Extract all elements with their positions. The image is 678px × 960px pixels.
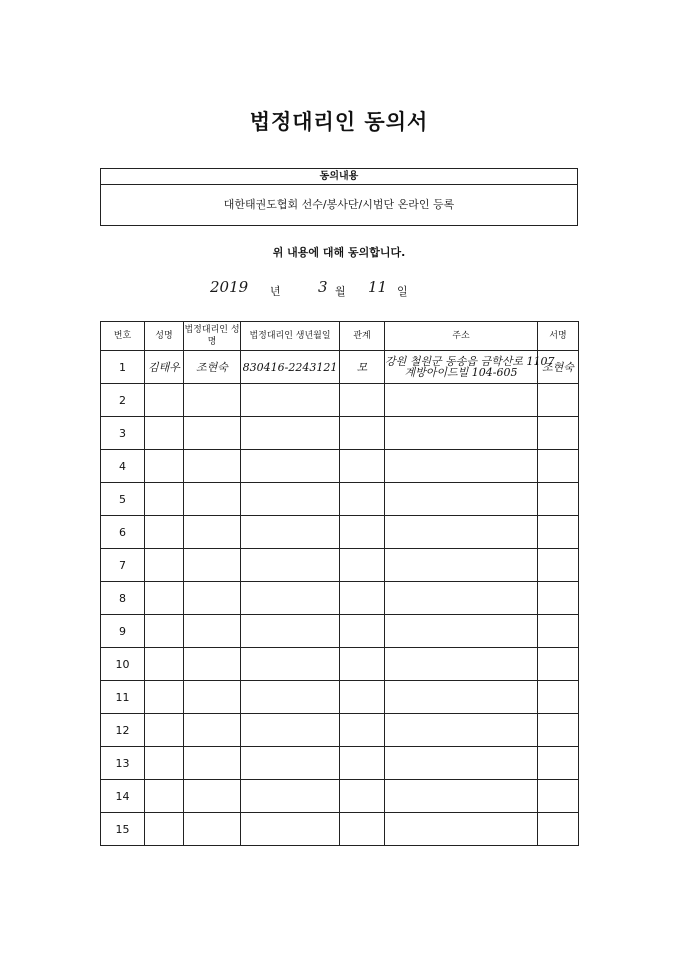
row-guardian-dob [241, 450, 340, 483]
row-address [385, 384, 538, 417]
row-signature [538, 450, 579, 483]
row-address [385, 813, 538, 846]
table-row [101, 648, 579, 681]
row-name [145, 516, 184, 549]
date-month-label: 월 [335, 285, 346, 298]
row-relation [340, 384, 385, 417]
row-number: 11 [101, 681, 145, 714]
row-relation [340, 780, 385, 813]
date-day: 11 [368, 278, 388, 296]
row-guardian-name: 조현숙 [184, 351, 241, 384]
row-name: 김태우 [145, 351, 184, 384]
date-row [0, 278, 678, 302]
date-day-label: 일 [397, 285, 408, 298]
row-relation [340, 450, 385, 483]
row-guardian-dob [241, 417, 340, 450]
row-relation [340, 813, 385, 846]
row-signature [538, 582, 579, 615]
row-relation [340, 681, 385, 714]
row-guardian-name [184, 516, 241, 549]
table-row [101, 747, 579, 780]
row-name [145, 549, 184, 582]
row-name [145, 780, 184, 813]
row-signature [538, 483, 579, 516]
row-guardian-name [184, 582, 241, 615]
table-row [101, 780, 579, 813]
row-address [385, 351, 555, 384]
row-signature [538, 615, 579, 648]
agreement-statement: 위 내용에 대해 동의합니다. [272, 246, 406, 259]
row-name [145, 417, 184, 450]
header-name: 성명 [145, 322, 184, 351]
table-row [101, 483, 579, 516]
guardian-table [100, 321, 579, 846]
row-guardian-dob [241, 516, 340, 549]
consent-box [100, 168, 578, 226]
table-row [101, 582, 579, 615]
row-signature [538, 549, 579, 582]
row-address [385, 681, 538, 714]
row-relation [340, 615, 385, 648]
row-address [385, 417, 538, 450]
row-address [385, 747, 538, 780]
table-row [101, 516, 579, 549]
row-signature: 조현숙 [538, 351, 579, 384]
row-guardian-dob [241, 549, 340, 582]
row-guardian-dob [241, 582, 340, 615]
row-number: 7 [101, 549, 145, 582]
row-guardian-name [184, 615, 241, 648]
row-signature [538, 648, 579, 681]
row-address [385, 450, 538, 483]
row-relation [340, 483, 385, 516]
table-row [101, 615, 579, 648]
row-guardian-name [184, 450, 241, 483]
table-row [101, 813, 579, 846]
row-name [145, 747, 184, 780]
table-row [101, 681, 579, 714]
row-relation [340, 714, 385, 747]
row-guardian-name [184, 813, 241, 846]
row-relation [340, 582, 385, 615]
row-number: 9 [101, 615, 145, 648]
row-guardian-name [184, 714, 241, 747]
header-relation: 관계 [340, 322, 385, 351]
row-address [385, 549, 538, 582]
row-number: 1 [101, 351, 145, 384]
row-guardian-name [184, 780, 241, 813]
row-number: 12 [101, 714, 145, 747]
row-name [145, 615, 184, 648]
row-guardian-name [184, 681, 241, 714]
table-row [101, 714, 579, 747]
header-guardian-dob: 법정대리인 생년월일 [241, 322, 340, 351]
row-name [145, 384, 184, 417]
table-row [101, 417, 579, 450]
header-number: 번호 [101, 322, 145, 351]
date-year: 2019 [210, 278, 249, 296]
table-row [101, 450, 579, 483]
header-guardian-name: 법정대리인 성명 [184, 322, 241, 351]
row-name [145, 450, 184, 483]
row-relation: 모 [340, 351, 385, 384]
row-guardian-name [184, 384, 241, 417]
row-address [385, 780, 538, 813]
row-guardian-name [184, 648, 241, 681]
table-row [101, 384, 579, 417]
row-number: 3 [101, 417, 145, 450]
row-address-line1: 강원 철원군 동송읍 금학산로 1107 [385, 355, 555, 368]
row-relation [340, 516, 385, 549]
row-signature [538, 384, 579, 417]
row-address [385, 648, 538, 681]
row-guardian-dob [241, 681, 340, 714]
row-relation [340, 747, 385, 780]
row-number: 14 [101, 780, 145, 813]
row-number: 4 [101, 450, 145, 483]
row-number: 15 [101, 813, 145, 846]
page-title: 법정대리인 동의서 [249, 110, 429, 134]
row-guardian-dob [241, 714, 340, 747]
row-guardian-dob [241, 780, 340, 813]
row-address [385, 516, 538, 549]
row-number: 10 [101, 648, 145, 681]
row-guardian-name [184, 747, 241, 780]
row-signature [538, 714, 579, 747]
row-signature [538, 417, 579, 450]
header-signature: 서명 [538, 322, 579, 351]
row-relation [340, 648, 385, 681]
row-guardian-dob [241, 813, 340, 846]
row-address [385, 615, 538, 648]
row-number: 6 [101, 516, 145, 549]
row-name [145, 582, 184, 615]
row-signature [538, 681, 579, 714]
row-number: 5 [101, 483, 145, 516]
row-address [385, 582, 538, 615]
table-header-row [101, 322, 579, 351]
date-month: 3 [318, 278, 328, 296]
row-guardian-dob [241, 648, 340, 681]
row-address [385, 483, 538, 516]
table-row [101, 549, 579, 582]
row-name [145, 813, 184, 846]
row-name [145, 681, 184, 714]
header-address: 주소 [385, 322, 538, 351]
row-guardian-dob [241, 483, 340, 516]
row-relation [340, 417, 385, 450]
row-relation [340, 549, 385, 582]
date-year-label: 년 [270, 285, 281, 298]
table-row [101, 351, 579, 384]
row-guardian-dob: 830416-2243121 [241, 351, 340, 384]
consent-body: 대한태권도협회 선수/봉사단/시범단 온라인 등록 [223, 198, 455, 211]
row-address [385, 714, 538, 747]
row-signature [538, 516, 579, 549]
row-name [145, 648, 184, 681]
row-number: 13 [101, 747, 145, 780]
row-name [145, 714, 184, 747]
row-guardian-dob [241, 747, 340, 780]
consent-header: 동의내용 [101, 169, 577, 185]
row-guardian-name [184, 549, 241, 582]
row-guardian-dob [241, 615, 340, 648]
row-signature [538, 747, 579, 780]
row-guardian-name [184, 417, 241, 450]
row-address-line2: 계방아이드빌 104-605 [404, 366, 518, 379]
row-number: 2 [101, 384, 145, 417]
row-guardian-name [184, 483, 241, 516]
table-body [101, 351, 579, 846]
row-number: 8 [101, 582, 145, 615]
row-guardian-dob [241, 384, 340, 417]
row-name [145, 483, 184, 516]
row-signature [538, 813, 579, 846]
row-signature [538, 780, 579, 813]
